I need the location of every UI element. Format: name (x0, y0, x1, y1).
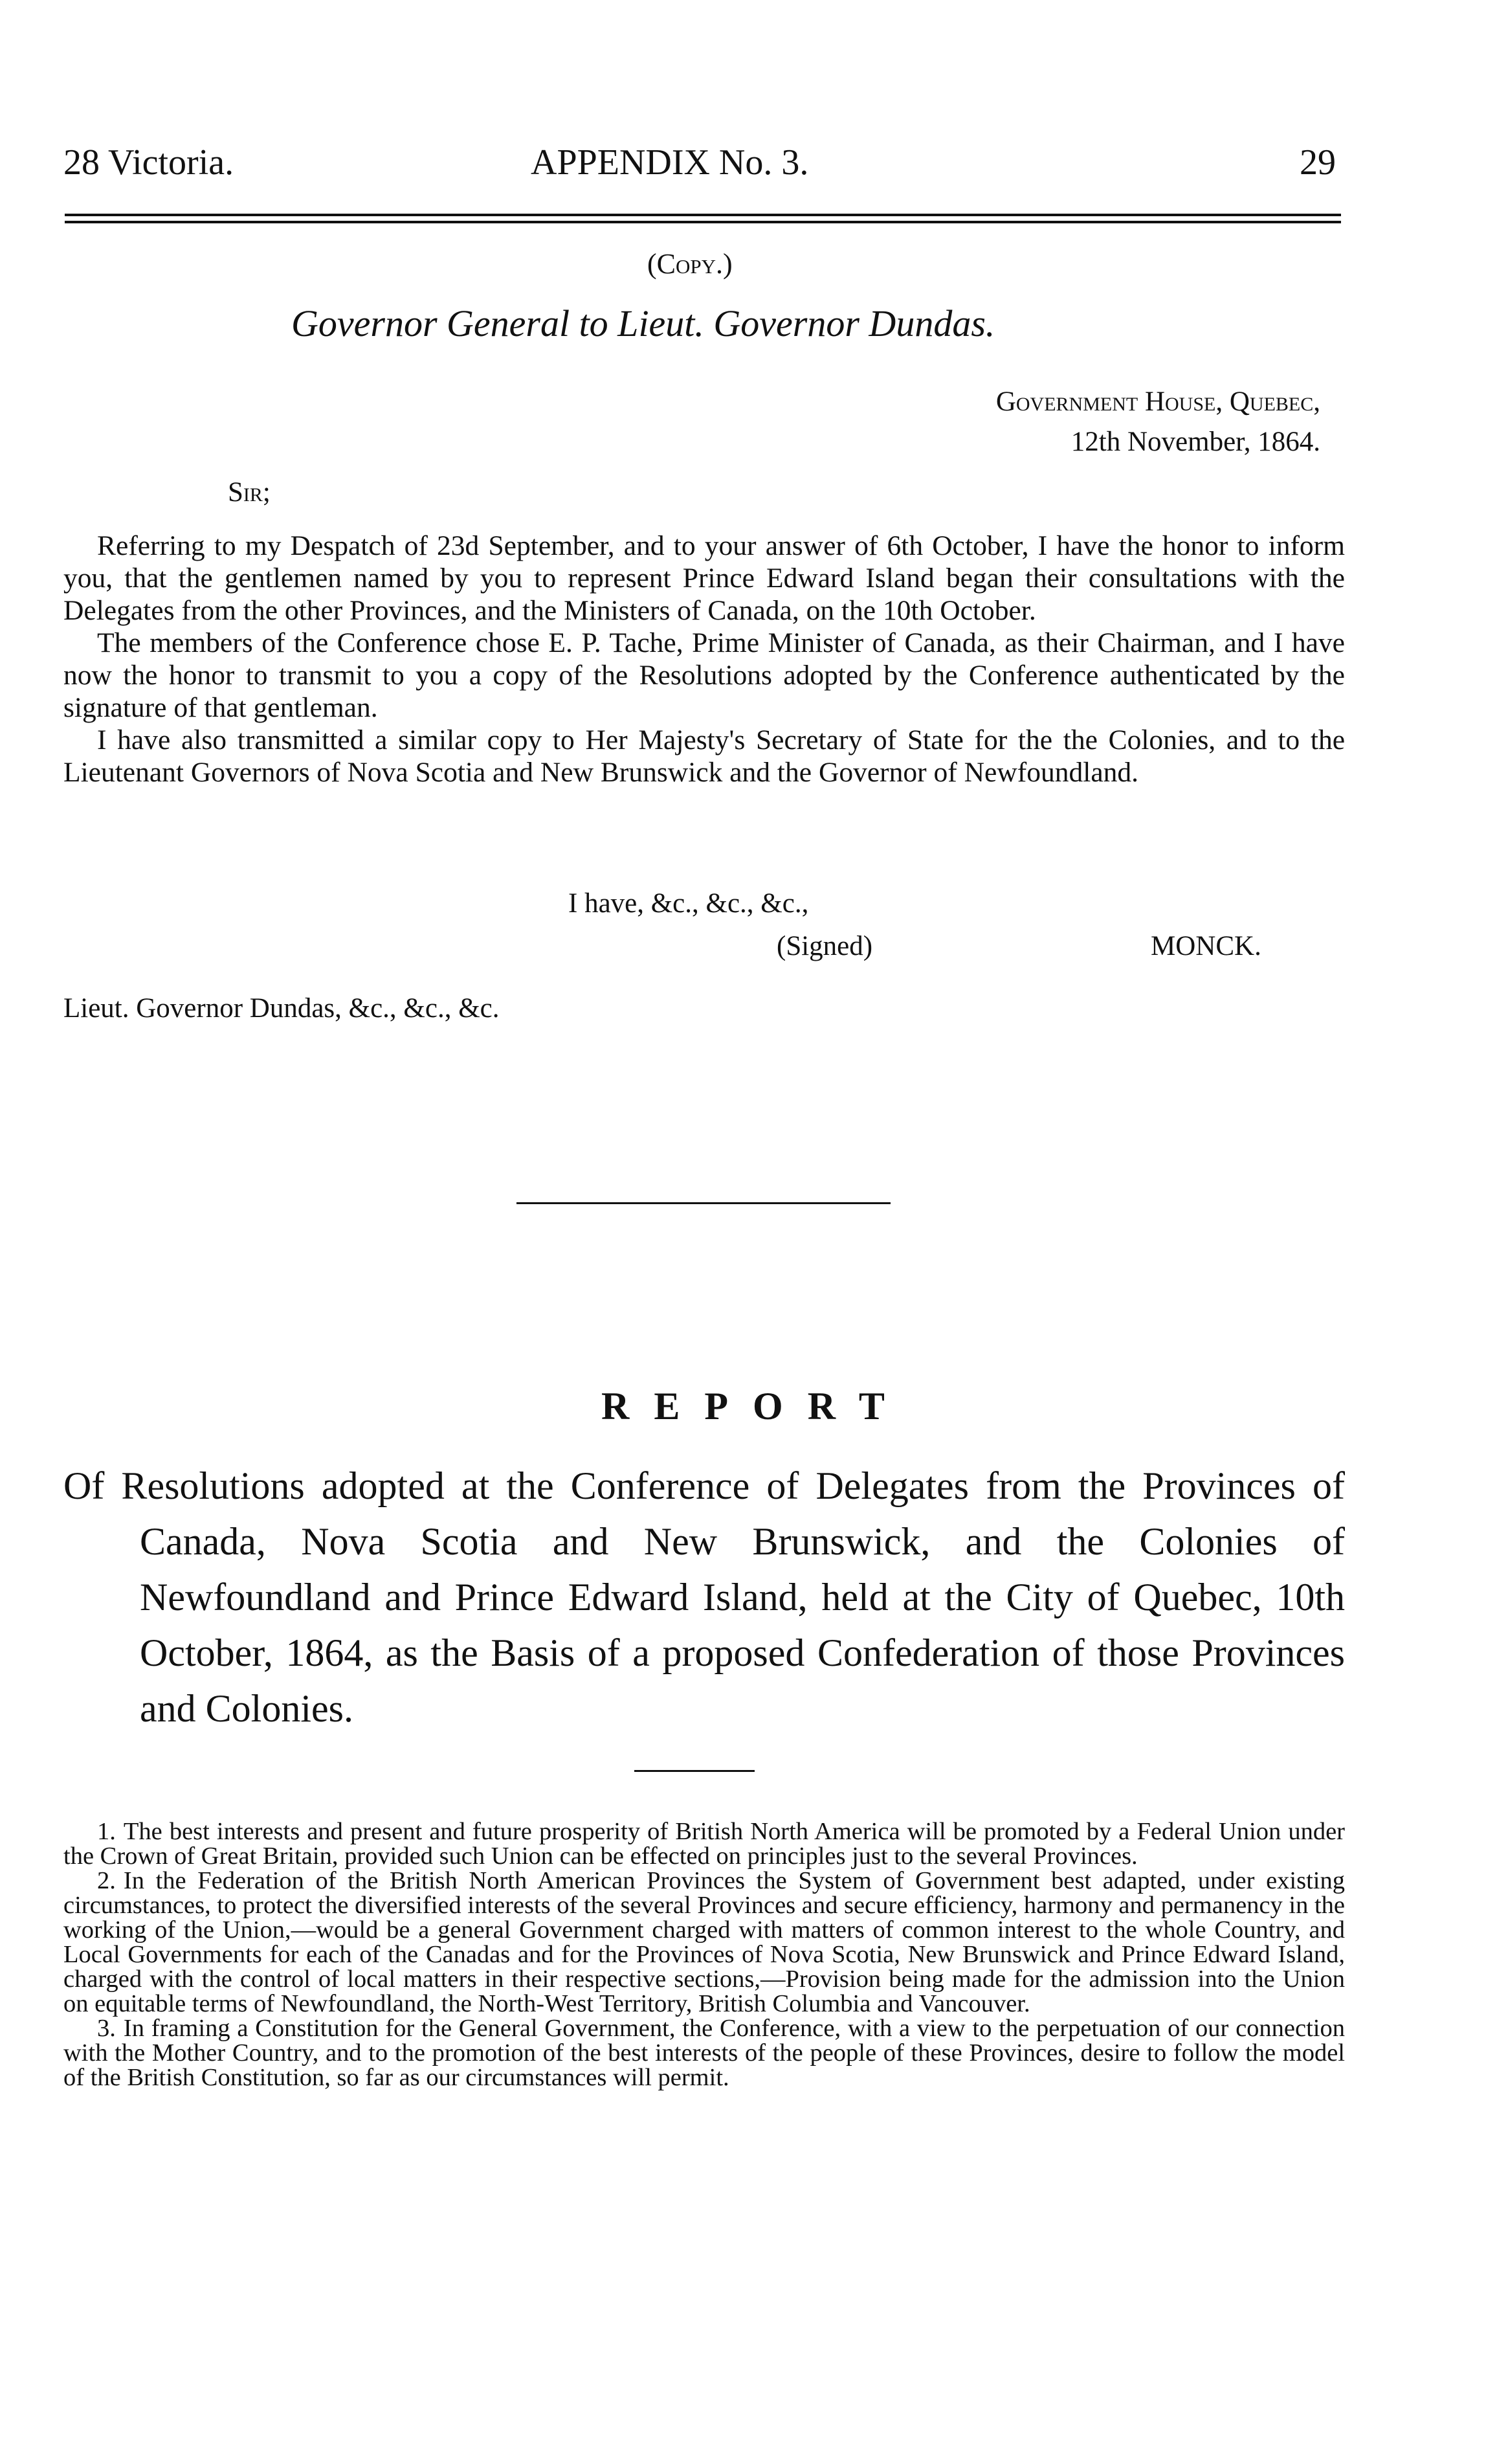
letter-body (63, 530, 1345, 789)
page-number: 29 (1300, 142, 1336, 183)
title-divider (634, 1770, 755, 1772)
letter-title: Governor General to Lieut. Governor Dundas. (291, 302, 995, 344)
letter-closing: I have, &c., &c., &c., (568, 888, 809, 919)
resolution-text: The best interests and present and future prosperity of British North America will be promoted by a Federal Union under the Crown of Great Britain, provided such Union can be effected on principles just to the several Provinces. (63, 1818, 1345, 1870)
header-rule-top (65, 214, 1341, 216)
section-divider (516, 1202, 891, 1204)
report-title (63, 1458, 1345, 1736)
letter-salutation: Sir; (228, 477, 271, 508)
resolution-item (63, 2016, 1345, 2090)
running-header-session: 28 Victoria. (63, 142, 234, 183)
report-heading: REPORT (601, 1385, 909, 1428)
letter-paragraph: The members of the Conference chose E. P. Tache, Prime Minister of Canada, as their Chairman, and I have now the honor to transmit to you a copy of the Resolutions adopted by the Conference authenticated by the signature of that gentleman. (63, 627, 1345, 723)
copy-mark: (Copy.) (647, 248, 733, 280)
letter-address: Government House, Quebec, (995, 386, 1320, 417)
resolution-text: In framing a Constitution for the General Government, the Conference, with a view to the perpetuation of our connection with the Mother Country, and to the promotion of the best interests of the people of these Provinces, desire to follow the model of the British Constitution, so far as our circumstances will permit. (63, 2015, 1345, 2091)
resolution-number: 3. (97, 2015, 116, 2042)
resolutions-list (63, 1819, 1345, 2090)
letter-addressee: Lieut. Governor Dundas, &c., &c., &c. (63, 993, 500, 1024)
resolution-text: In the Federation of the British North American Provinces the System of Government best adapted, under existing circumstances, to protect the diversified interests of the several Provinces and secure efficiency, harmony and permanency in the working of the Union,—would be a general Government charged with matters of common interest to the whole Country, and Local Governments for each of the Canadas and for the Provinces of Nova Scotia, New Brunswick and Prince Edward Island, charged with the control of local matters in their respective sections,—Provision being made for the admission into the Union on equitable terms of Newfoundland, the North-West Territory, British Columbia and Vancouver. (63, 1867, 1345, 2017)
resolution-number: 2. (97, 1867, 116, 1894)
signature: MONCK. (1151, 931, 1261, 961)
resolution-item (63, 1868, 1345, 2016)
running-header-appendix: APPENDIX No. 3. (531, 142, 809, 183)
header-rule-bottom (65, 221, 1341, 223)
letter-paragraph: Referring to my Despatch of 23d September, and to your answer of 6th October, I have the honor to inform you, that the gentlemen named by you to represent Prince Edward Island began their consultations with the Delegates from the other Provinces, and the Ministers of Canada, on the 10th October. (63, 530, 1345, 626)
letter-date: 12th November, 1864. (1070, 427, 1320, 457)
resolution-number: 1. (97, 1818, 116, 1845)
report-title-text: Of Resolutions adopted at the Conference of Delegates from the Provinces of Canada, Nova Scotia and New Brunswick, and the Colonies of Newfoundland and Prince Edward Island, held at the City of Quebec, 10th October, 1864, as the Basis of a proposed Confederation of those Provinces and Colonies. (63, 1464, 1345, 1730)
signed-label: (Signed) (777, 931, 873, 961)
resolution-item (63, 1819, 1345, 1868)
letter-paragraph: I have also transmitted a similar copy to Her Majesty's Secretary of State for the the Colonies, and to the Lieutenant Governors of Nova Scotia and New Brunswick and the Governor of Newfoundland. (63, 724, 1345, 788)
